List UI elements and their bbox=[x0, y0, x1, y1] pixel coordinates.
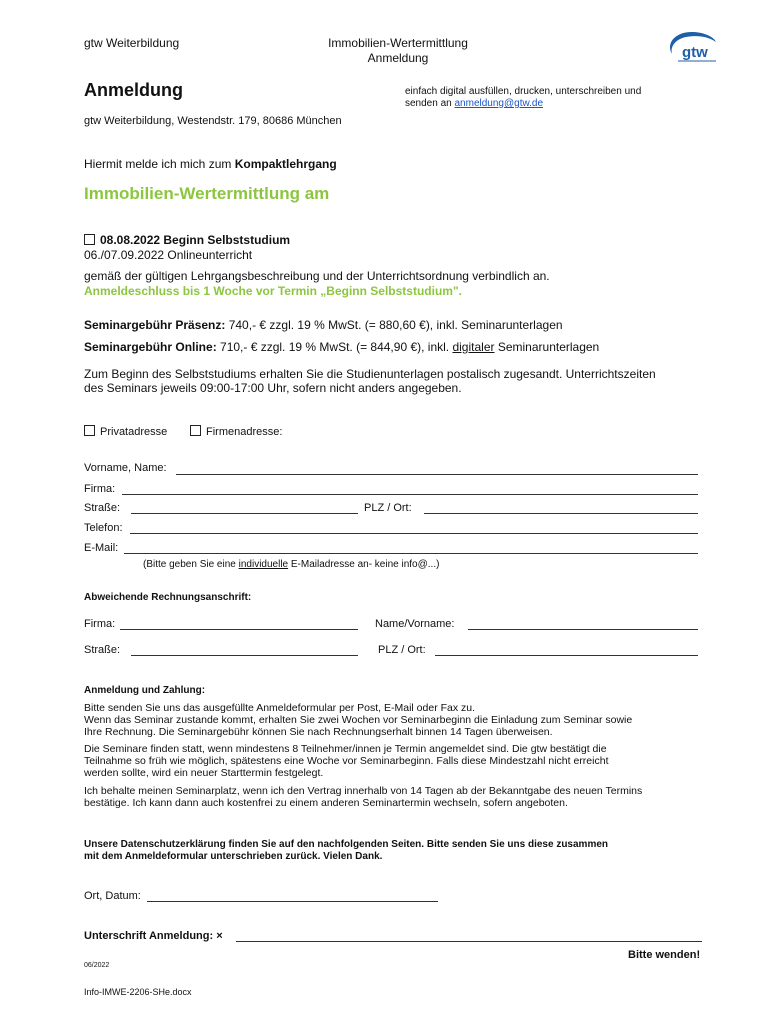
study-info-line1: Zum Beginn des Selbststudiums erhalten Sie die Studienunterlagen postalisch zugesandt. Unterrichtszeiten bbox=[84, 367, 656, 381]
billing-firma-field[interactable] bbox=[120, 629, 358, 630]
company-address-checkbox[interactable] bbox=[190, 425, 201, 436]
payment-p1-line2: Wenn das Seminar zustande kommt, erhalten Sie zwei Wochen vor Seminarbeginn die Einladung zum Seminar sowie bbox=[84, 714, 633, 726]
fee-online-text-a: 710,- € zzgl. 19 % MwSt. (= 844,90 €), inkl. bbox=[216, 340, 453, 354]
date-option[interactable] bbox=[84, 233, 290, 247]
doc-title-line2: Anmeldung bbox=[367, 51, 429, 65]
email-hint-a: (Bitte geben Sie eine bbox=[143, 559, 239, 570]
date-option-label: 08.08.2022 Beginn Selbststudium bbox=[100, 233, 291, 247]
billing-name-label: Name/Vorname: bbox=[375, 618, 455, 630]
svg-text:gtw: gtw bbox=[682, 44, 708, 61]
fee-presence bbox=[84, 318, 563, 332]
billing-strasse-label: Straße: bbox=[84, 644, 121, 656]
payment-paragraph-3 bbox=[84, 785, 704, 809]
fee-presence-text: 740,- € zzgl. 19 % MwSt. (= 880,60 €), inkl. Seminarunterlagen bbox=[225, 318, 563, 332]
payment-p2-line3: werden sollte, wird ein neuer Starttermin festgelegt. bbox=[84, 767, 324, 779]
email-field[interactable] bbox=[124, 553, 698, 554]
plz-ort-field[interactable] bbox=[424, 513, 698, 514]
date-code: 06/2022 bbox=[84, 962, 110, 969]
org-name: gtw Weiterbildung bbox=[84, 36, 180, 50]
submit-hint bbox=[405, 86, 641, 110]
billing-strasse-field[interactable] bbox=[131, 655, 358, 656]
privacy-line2: mit dem Anmeldeformular unterschrieben zurück. Vielen Dank. bbox=[84, 851, 383, 862]
payment-p3-line1: Ich behalte meinen Seminarplatz, wenn ich den Vertrag innerhalb von 14 Tagen ab der Bekanntgabe des neuen Termins bbox=[84, 785, 643, 797]
company-address-option[interactable] bbox=[190, 425, 282, 438]
billing-plz-ort-field[interactable] bbox=[435, 655, 698, 656]
name-label: Vorname, Name: bbox=[84, 462, 167, 474]
document-id: Info-IMWE-2206-SHe.docx bbox=[84, 987, 192, 997]
strasse-label: Straße: bbox=[84, 502, 121, 514]
course-intro bbox=[84, 157, 337, 171]
fee-online bbox=[84, 340, 599, 354]
fee-presence-label: Seminargebühr Präsenz: bbox=[84, 318, 226, 332]
plz-ort-label: PLZ / Ort: bbox=[364, 502, 412, 514]
telefon-field[interactable] bbox=[130, 533, 698, 534]
ort-datum-label: Ort, Datum: bbox=[84, 890, 141, 902]
private-address-checkbox[interactable] bbox=[84, 425, 95, 436]
online-dates: 06./07.09.2022 Onlineunterricht bbox=[84, 248, 253, 262]
billing-heading: Abweichende Rechnungsanschrift: bbox=[84, 592, 252, 603]
org-address: gtw Weiterbildung, Westendstr. 179, 80686 München bbox=[84, 115, 342, 127]
firma-label: Firma: bbox=[84, 483, 116, 495]
email-hint-b: E-Mailadresse an- keine info@...) bbox=[288, 559, 440, 570]
ort-datum-field[interactable] bbox=[147, 901, 438, 902]
billing-firma-label: Firma: bbox=[84, 618, 116, 630]
form-heading: Anmeldung bbox=[84, 80, 183, 100]
firma-field[interactable] bbox=[122, 494, 698, 495]
private-address-option[interactable] bbox=[84, 425, 167, 438]
submit-hint-line1: einfach digital ausfüllen, drucken, unterschreiben und bbox=[405, 86, 642, 97]
conditions-text: gemäß der gültigen Lehrgangsbeschreibung und der Unterrichtsordnung verbindlich an. bbox=[84, 269, 550, 283]
doc-title bbox=[300, 36, 496, 66]
fee-online-digital: digitaler bbox=[452, 340, 495, 354]
telefon-label: Telefon: bbox=[84, 522, 123, 534]
signature-field[interactable] bbox=[236, 941, 702, 942]
turn-page-note: Bitte wenden! bbox=[628, 949, 701, 961]
billing-plz-ort-label: PLZ / Ort: bbox=[378, 644, 426, 656]
signature-label: Unterschrift Anmeldung: × bbox=[84, 930, 223, 942]
billing-name-field[interactable] bbox=[468, 629, 698, 630]
name-field[interactable] bbox=[176, 474, 698, 475]
payment-paragraph-2 bbox=[84, 743, 704, 779]
privacy-line1: Unsere Datenschutzerklärung finden Sie auf den nachfolgenden Seiten. Bitte senden Sie uns diese zusammen bbox=[84, 839, 609, 850]
fee-online-label: Seminargebühr Online: bbox=[84, 340, 217, 354]
study-info bbox=[84, 367, 656, 395]
payment-p1-line1: Bitte senden Sie uns das ausgefüllte Anmeldeformular per Post, E-Mail oder Fax zu. bbox=[84, 702, 476, 714]
submit-hint-prefix: senden an bbox=[405, 98, 455, 109]
payment-p3-line2: bestätige. Ich kann dann auch kostenfrei zu einem anderen Seminartermin wechseln, sofern angeboten. bbox=[84, 797, 568, 809]
email-hint-individual: individuelle bbox=[238, 559, 289, 570]
company-address-label: Firmenadresse: bbox=[206, 426, 283, 438]
payment-heading: Anmeldung und Zahlung: bbox=[84, 685, 206, 696]
privacy-note bbox=[84, 839, 608, 863]
email-hint bbox=[143, 559, 439, 570]
course-type: Kompaktlehrgang bbox=[234, 157, 337, 171]
course-intro-text: Hiermit melde ich mich zum bbox=[84, 157, 235, 171]
submit-hint-line2 bbox=[405, 98, 641, 110]
date-checkbox[interactable] bbox=[84, 234, 95, 245]
study-info-line2: des Seminars jeweils 09:00-17:00 Uhr, sofern nicht anders angegeben. bbox=[84, 381, 462, 395]
payment-p1-line3: Ihre Rechnung. Die Seminargebühr können Sie nach Rechnungserhalt binnen 14 Tagen überweisen. bbox=[84, 726, 553, 738]
email-label: E-Mail: bbox=[84, 542, 119, 554]
email-link[interactable]: anmeldung@gtw.de bbox=[454, 98, 544, 109]
doc-title-line1: Immobilien-Wertermittlung bbox=[328, 36, 468, 50]
strasse-field[interactable] bbox=[131, 513, 358, 514]
private-address-label: Privatadresse bbox=[100, 426, 168, 438]
fee-online-text-b: Seminarunterlagen bbox=[494, 340, 600, 354]
payment-paragraph-1 bbox=[84, 702, 704, 738]
course-name: Immobilien-Wertermittlung am bbox=[84, 184, 330, 203]
deadline-text: Anmeldeschluss bis 1 Woche vor Termin „Beginn Selbststudium". bbox=[84, 284, 462, 298]
gtw-logo bbox=[662, 28, 718, 68]
payment-p2-line2: Teilnahme so früh wie möglich, spätestens eine Woche vor Seminarbeginn. Falls diese Mindestzahl nicht erreicht bbox=[84, 755, 609, 767]
payment-p2-line1: Die Seminare finden statt, wenn mindestens 8 Teilnehmer/innen je Termin angemeldet sind. Die gtw bestätigt die bbox=[84, 743, 607, 755]
